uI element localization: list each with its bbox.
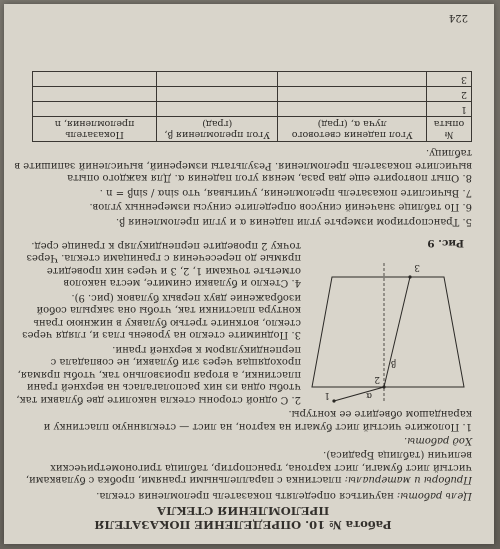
figure-caption: Рис. 9 bbox=[427, 237, 464, 249]
table-cell bbox=[33, 87, 157, 102]
table-cell bbox=[33, 102, 157, 117]
materials-text: пластинка с параллельными гранями, пробка с булавками, чистый лист бумаги, лист картона, транспортир, таблица тригонометрических величин (таблица Брадиса). bbox=[25, 449, 472, 486]
table-cell bbox=[278, 102, 427, 117]
materials-label: Приборы и материалы: bbox=[344, 474, 472, 486]
table-cell bbox=[157, 87, 278, 102]
page-number: 224 bbox=[448, 12, 468, 23]
table-cell bbox=[33, 72, 157, 87]
step-3: 3. Поднимите стекло на уровень глаз и, глядя через стекло, воткните третью булавку в нижнюю грань контура пластинки так, чтобы она закрыла собой изображение двух первых булавок (рис. 9). bbox=[22, 292, 301, 341]
goal-label: Цель работы: bbox=[396, 490, 472, 501]
title-line-1: Работа № 10. ОПРЕДЕЛЕНИЕ ПОКАЗАТЕЛЯ bbox=[94, 518, 392, 532]
materials-paragraph bbox=[14, 448, 472, 486]
table-cell: 3 bbox=[427, 72, 472, 87]
table-header-row bbox=[33, 117, 472, 142]
label-alpha: α bbox=[365, 390, 372, 400]
table-row bbox=[33, 87, 472, 102]
step-1: 1. Положите чистый лист бумаги на картон, на лист — стеклянную пластинку и карандашом обведите ее контуры. bbox=[43, 408, 472, 432]
table-cell: 1 bbox=[427, 102, 472, 117]
results-table bbox=[32, 71, 472, 142]
pin-point-1 bbox=[332, 399, 335, 402]
label-point-1: 1 bbox=[324, 390, 330, 400]
table-row bbox=[33, 102, 472, 117]
title-line-2: ПРЕЛОМЛЕНИЯ СТЕКЛА bbox=[156, 504, 330, 518]
step-5: 5. Транспортиром измерьте угли падения α и угли преломления β. bbox=[115, 216, 472, 227]
pin-point-2 bbox=[382, 385, 385, 388]
label-point-2: 2 bbox=[374, 374, 380, 384]
refracted-ray bbox=[384, 277, 410, 387]
table-cell bbox=[278, 72, 427, 87]
step-2: 2. С одной стороны стекла наколите две булавки так, чтобы одна из них располагалась на верхней грани пластинки, а вторая произвольно так, чтобы прямая, проходящая через эти булавки, не совпадала с перпендикуляром к верхней грани. bbox=[16, 344, 301, 405]
table-row bbox=[33, 72, 472, 87]
refraction-diagram bbox=[307, 255, 472, 405]
procedure-heading: Ход работы. bbox=[404, 435, 472, 446]
step-6: 6. По таблице значений синусов определите синусы измеренных углов. bbox=[89, 201, 472, 213]
goal-text: научиться определять показатель преломления стекла. bbox=[96, 490, 394, 501]
label-beta: β bbox=[390, 358, 396, 368]
figure-and-steps bbox=[14, 229, 472, 405]
table-cell bbox=[157, 72, 278, 87]
table-cell bbox=[157, 102, 278, 117]
table-header: Показатель преломления, n bbox=[33, 117, 157, 142]
steps-beside-figure bbox=[14, 229, 307, 405]
table-cell bbox=[278, 87, 427, 102]
page-content bbox=[14, 12, 472, 532]
table-header: Угол преломления β, (град) bbox=[157, 117, 278, 142]
table-cell: 2 bbox=[427, 87, 472, 102]
pin-point-3 bbox=[408, 275, 411, 278]
label-point-3: 3 bbox=[414, 262, 420, 272]
step-7: 7. Вычислите показатель преломления, учитывая, что sinα / sinβ = n . bbox=[99, 187, 472, 198]
page-title bbox=[14, 504, 472, 532]
step-8: 8. Опыт повторите еще два раза, меняя угол падения α. Для каждого опыта вычислите показатель преломления. Результаты измерений, вычислений запишите в таблицу. bbox=[14, 147, 472, 184]
step-4: 4. Стекло и булавки снимите, места наколов отметьте точками 1, 2, 3 и через них проведите прямые до пересечения с границами стекла. Через точку 2 проведите перпендикуляр к границе сред. bbox=[26, 240, 301, 289]
figure-9 bbox=[307, 229, 472, 405]
goal-paragraph bbox=[14, 489, 472, 502]
textbook-page bbox=[4, 4, 494, 544]
table-header: № опыта bbox=[427, 117, 472, 142]
table-header: Угол падения светового луча α, (град) bbox=[278, 117, 427, 142]
incident-ray bbox=[334, 387, 384, 401]
